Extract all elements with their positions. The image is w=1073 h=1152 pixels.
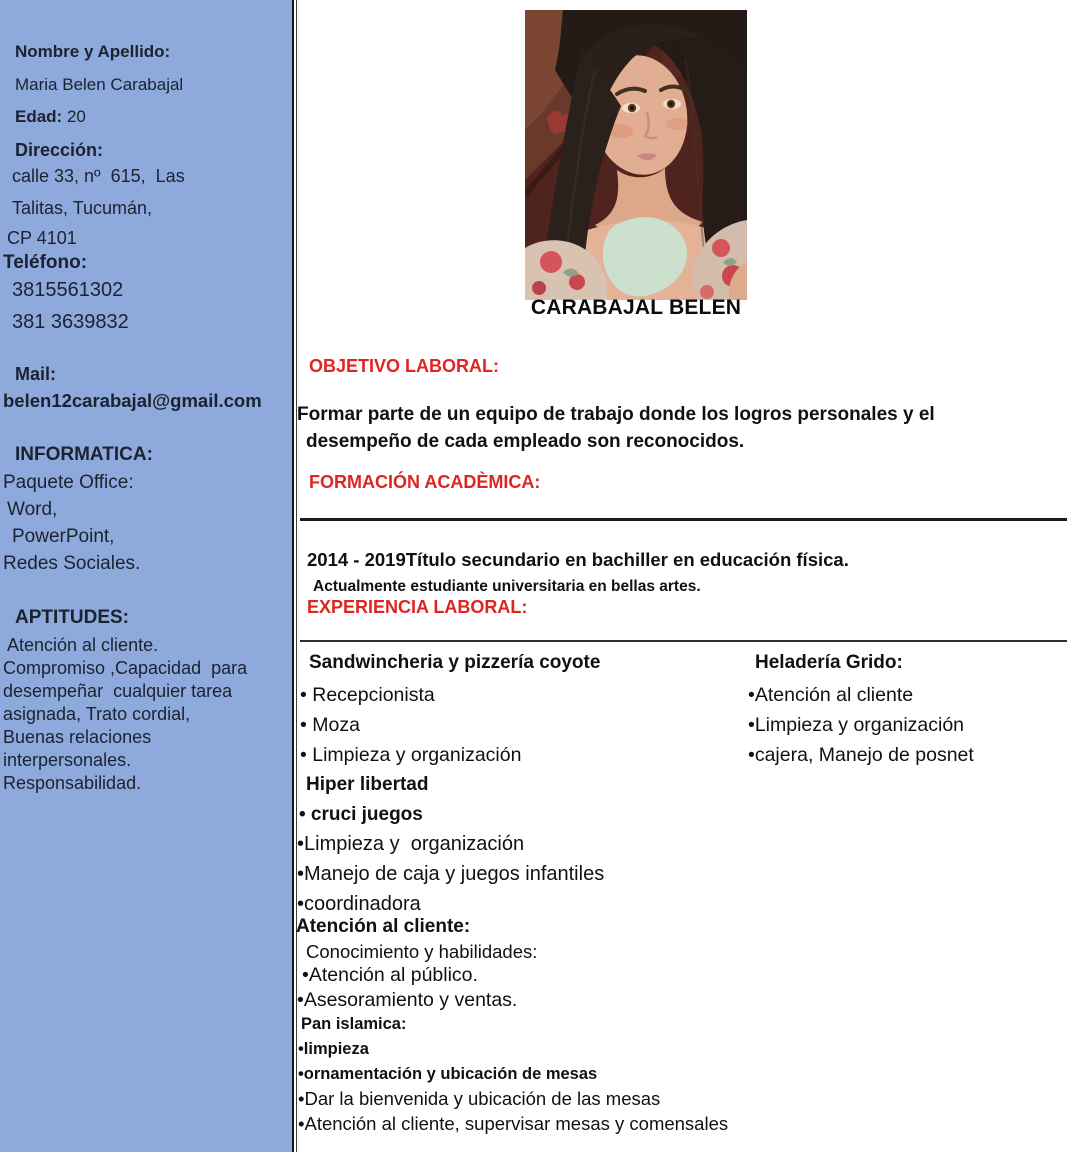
sidebar-divider-line (292, 0, 294, 1152)
address-line-3: CP 4101 (7, 228, 77, 249)
experience-item: •Limpieza y organización (748, 714, 965, 736)
experience-item: •Manejo de caja y juegos infantiles (297, 863, 605, 885)
profile-photo-illustration (525, 10, 747, 300)
aptitudes-item: interpersonales. (3, 749, 132, 770)
objetivo-text-line-1: Formar parte de un equipo de trabajo donde los logros personales y el (297, 404, 935, 425)
employer-title: Pan islamica: (301, 1015, 407, 1033)
experience-item: •Dar la bienvenida y ubicación de las mesas (298, 1088, 661, 1109)
experience-item: • Recepcionista (300, 684, 435, 706)
informatics-item: Redes Sociales. (3, 553, 141, 575)
age-line (0, 107, 292, 128)
skills-subtitle: Conocimiento y habilidades: (306, 941, 538, 962)
experience-item: •Atención al cliente (748, 684, 914, 706)
address-label: Dirección: (15, 140, 104, 161)
experience-item: • Moza (300, 714, 360, 736)
section-heading-objetivo: OBJETIVO LABORAL: (309, 356, 500, 376)
experience-item: •ornamentación y ubicación de mesas (298, 1065, 598, 1083)
experience-item: • cruci juegos (299, 804, 423, 825)
section-divider-thin (300, 640, 1067, 642)
experience-item: •Atención al cliente, supervisar mesas y comensales (298, 1113, 729, 1134)
aptitudes-label: APTITUDES: (15, 607, 129, 629)
experience-item: •cajera, Manejo de posnet (748, 744, 974, 766)
address-line-2: Talitas, Tucumán, (12, 198, 153, 219)
mail-label: Mail: (15, 363, 57, 384)
aptitudes-item: desempeñar cualquier tarea (3, 680, 233, 701)
skills-item: •Atención al público. (302, 964, 478, 986)
informatics-label: INFORMATICA: (15, 444, 153, 466)
photo-caption-name: CARABAJAL BELEN (530, 296, 742, 319)
profile-photo (525, 10, 747, 300)
phone-number-1: 3815561302 (12, 279, 124, 302)
name-label: Nombre y Apellido: (15, 42, 171, 61)
experience-item: • Limpieza y organización (300, 744, 522, 766)
section-heading-formacion: FORMACIÓN ACADÈMICA: (309, 472, 541, 492)
age-value: 20 (62, 107, 86, 127)
sidebar-divider-line-inner (296, 0, 297, 1152)
education-current-line: Actualmente estudiante universitaria en bellas artes. (313, 578, 701, 595)
experience-item: •coordinadora (297, 893, 421, 915)
aptitudes-item: Buenas relaciones (3, 726, 152, 747)
experience-item: •Limpieza y organización (297, 833, 525, 855)
education-period-line: 2014 - 2019Título secundario en bachiller en educación física. (307, 549, 849, 570)
aptitudes-item: asignada, Trato cordial, (3, 703, 191, 724)
skills-item: •Asesoramiento y ventas. (297, 989, 518, 1011)
phone-label: Teléfono: (3, 252, 88, 274)
aptitudes-item: Atención al cliente. (7, 634, 159, 655)
aptitudes-item: Responsabilidad. (3, 772, 142, 793)
aptitudes-item: Compromiso ,Capacidad para (3, 657, 248, 678)
name-value: Maria Belen Carabajal (15, 74, 184, 94)
section-heading-experiencia: EXPERIENCIA LABORAL: (307, 597, 528, 617)
informatics-item: Paquete Office: (3, 471, 134, 493)
address-line-1: calle 33, nº 615, Las (12, 166, 185, 187)
informatics-item: PowerPoint, (12, 526, 115, 547)
experience-item: •limpieza (298, 1040, 369, 1058)
phone-number-2: 381 3639832 (12, 310, 129, 333)
mail-value: belen12carabajal@gmail.com (3, 389, 262, 411)
personal-info-sidebar (0, 0, 292, 1152)
age-label: Edad: (15, 107, 63, 127)
skills-title: Atención al cliente: (296, 916, 471, 937)
employer-title: Sandwincheria y pizzería coyote (309, 652, 601, 673)
employer-title: Hiper libertad (306, 774, 429, 795)
informatics-item: Word, (7, 498, 58, 520)
objetivo-text-line-2: desempeño de cada empleado son reconocidos. (306, 431, 745, 452)
section-divider-thick (300, 518, 1067, 521)
employer-title: Heladería Grido: (755, 652, 903, 673)
